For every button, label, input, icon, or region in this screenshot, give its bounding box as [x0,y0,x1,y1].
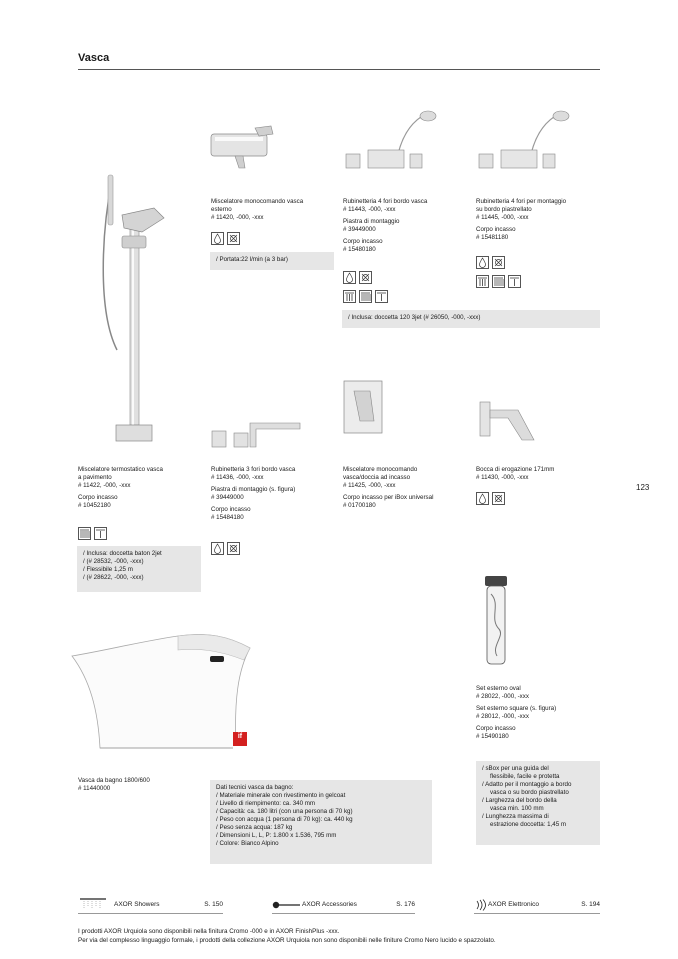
note-line: vasca o su bordo piastrellato [490,789,569,796]
product-name: Set esterno square (s. figura) [476,705,557,712]
product-name: su bordo piastrellato [476,206,532,213]
water-drop-icon [211,542,224,555]
product-name: Rubinetteria 4 fori per montaggio [476,198,567,205]
p8-note [476,761,600,845]
product-code: # 01700180 [343,502,376,509]
product-code: # 11420, -000, -xxx [211,214,264,221]
link-axor-showers[interactable] [78,899,223,911]
p4-spray-icons [78,527,107,540]
water-drop-icon [476,492,489,505]
product-code: # 15484180 [211,514,244,521]
spray-normal-icon [476,275,489,288]
shower-icon [78,897,108,911]
product-name: Bocca di erogazione 171mm [476,466,555,473]
concealed-mixer-image [340,377,388,437]
p1-feature-icons [211,232,240,245]
spray-normal-icon [343,290,356,303]
product-name: Corpo incasso [211,506,251,513]
product-name: Rubinetteria 3 fori bordo vasca [211,466,296,473]
anti-limescale-icon [359,271,372,284]
product-name: Corpo incasso [476,226,516,233]
product-four-hole [343,198,427,254]
p3-spray-icons [476,275,521,288]
note-line: / Lunghezza massima di [482,813,549,820]
spray-intense-icon [359,290,372,303]
product-name: Rubinetteria 4 fori bordo vasca [343,198,428,205]
spray-single-icon [508,275,521,288]
p5-feature-icons [211,542,240,555]
link-label: AXOR Elettronico [488,901,539,908]
note-line: / Peso senza acqua: 187 kg [216,824,293,831]
product-name: Miscelatore termostatico vasca [78,466,163,473]
anti-limescale-icon [492,256,505,269]
product-four-hole-tile [476,198,566,242]
spray-single-icon [94,527,107,540]
product-code: # 39449000 [211,494,244,501]
award-badge [233,732,247,752]
product-name: Miscelatore monocomando vasca [211,198,304,205]
note-line: / sBox per una guida del [482,765,549,772]
product-code: # 11422, -000, -xxx [78,482,131,489]
product-code: # 28022, -000, -xxx [476,693,529,700]
product-code: # 15490180 [476,733,509,740]
sbox-image [481,574,511,668]
product-name: Piastra di montaggio (s. figura) [211,486,296,493]
page-title: Vasca [78,52,110,64]
water-drop-icon [476,256,489,269]
note-line: / Capacità: ca. 180 litri (con una persona di 70 kg) [216,808,353,815]
link-page: S. 150 [204,901,223,908]
note-line: / Flessibile 1,25 m [83,566,133,573]
product-name: Corpo incasso per iBox universal [343,494,434,501]
p7-feature-icons [476,492,505,505]
note-line: / Colore: Bianco Alpino [216,840,279,847]
p1-note [210,252,334,270]
product-name: a pavimento [78,474,112,481]
product-name: vasca/doccia ad incasso [343,474,411,481]
product-code: # 10452180 [78,502,111,509]
product-code: # 11440000 [78,785,111,792]
product-bathtub [78,777,150,793]
water-drop-icon [343,271,356,284]
product-concealed-mixer [343,466,433,510]
product-code: # 11443, -000, -xxx [343,206,396,213]
note-line: vasca min. 100 mm [490,805,544,812]
three-hole-mixer-image [206,415,306,455]
note-line: / Inclusa: doccetta 120 3jet (# 26050, -000, -xxx) [348,314,481,321]
product-three-hole [211,466,295,522]
product-code: # 11425, -000, -xxx [343,482,396,489]
bottom-rule-3 [474,913,600,914]
product-code: # 11445, -000, -xxx [476,214,529,221]
link-axor-accessories[interactable] [272,899,415,911]
bottom-rule-2 [272,913,415,914]
product-code: # 15480180 [343,246,376,253]
footer-line: Per via del complesso linguaggio formale, i prodotti della collezione AXOR Urquiola non sono disponibili nelle finiture Cromo Nero lucido e spazzolato. [78,937,496,944]
product-code: # 28012, -000, -xxx [476,713,529,720]
product-name: Piastra di montaggio [343,218,400,225]
product-floor-mixer [78,466,163,510]
anti-limescale-icon [227,542,240,555]
note-line: / Larghezza del bordo della [482,797,557,804]
footer-line: I prodotti AXOR Urquiola sono disponibili nella finitura Cromo -000 e in AXOR FinishPlus -xxx. [78,928,340,935]
award-badge-text: if [237,733,243,740]
sensor-icon [474,899,488,911]
p2-p3-note [342,310,600,328]
note-line: estrazione doccetta: 1,45 m [490,821,567,828]
product-name: Corpo incasso [78,494,118,501]
accessory-icon [272,900,302,910]
product-code: # 11436, -000, -xxx [211,474,264,481]
product-bath-mixer [211,198,303,222]
anti-limescale-icon [227,232,240,245]
note-line: / Inclusa: doccetta baton 2jet [83,550,162,557]
product-code: # 11430, -000, -xxx [476,474,529,481]
link-page: S. 194 [581,901,600,908]
note-line: / (# 28532, -000, -xxx) [83,558,144,565]
footer-notes [78,927,496,945]
note-line: / Dimensioni L, L, P: 1.800 x 1.536, 795 mm [216,832,337,839]
product-spout [476,466,554,482]
product-name: Miscelatore monocomando [343,466,418,473]
note-line: / Livello di riempimento: ca. 340 mm [216,800,316,807]
p2-spray-icons [343,290,388,303]
note-line: / Materiale minerale con rivestimento in gelcoat [216,792,346,799]
note-line: / (# 28622, -000, -xxx) [83,574,144,581]
four-hole-mixer-image [340,108,440,180]
four-hole-tile-mixer-image [473,108,573,180]
product-name: esterno [211,206,232,213]
product-name: Set esterno oval [476,685,521,692]
p4-note [77,546,201,592]
product-name: Corpo incasso [476,725,516,732]
award-badge-base [233,745,247,752]
floor-mixer-image [92,170,182,448]
water-drop-icon [211,232,224,245]
title-rule [78,69,600,70]
link-label: AXOR Showers [114,901,160,908]
note-line: / Adatto per il montaggio a bordo [482,781,572,788]
product-name: Vasca da bagno 1800/600 [78,777,150,784]
p3-feature-icons [476,256,505,269]
page-number: 123 [636,483,650,492]
spray-intense-icon [78,527,91,540]
bath-spout-image [478,400,538,446]
bath-mixer-image [205,124,277,172]
spray-intense-icon [492,275,505,288]
note-line: / Portata:22 l/min (a 3 bar) [216,256,288,263]
link-page: S. 176 [396,901,415,908]
note-line: flessibile, facile e protetta [490,773,560,780]
spray-single-icon [375,290,388,303]
anti-limescale-icon [492,492,505,505]
note-line: Dati tecnici vasca da bagno: [216,784,294,791]
link-axor-elettronico[interactable] [474,899,600,911]
bottom-rule-1 [78,913,223,914]
product-code: # 15481180 [476,234,509,241]
note-line: / Peso con acqua (1 persona di 70 kg): ca. 440 kg [216,816,353,823]
p2-feature-icons [343,271,372,284]
p9-note [210,780,432,864]
product-name: Corpo incasso [343,238,383,245]
product-sbox [476,685,556,741]
link-label: AXOR Accessories [302,901,357,908]
product-code: # 39449000 [343,226,376,233]
